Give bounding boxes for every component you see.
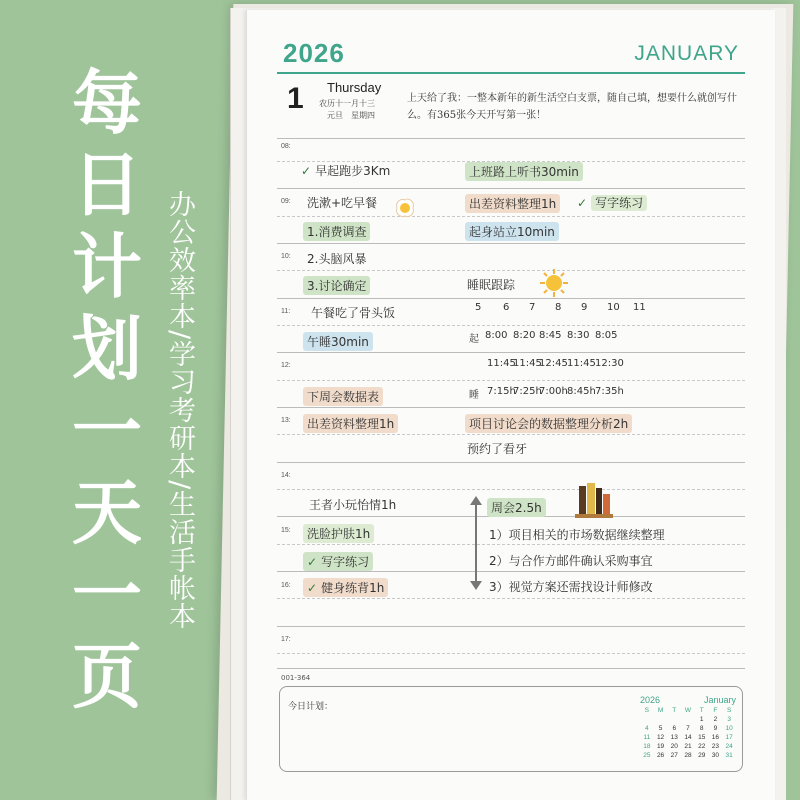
rule-line <box>277 489 745 490</box>
hour-label: 16: <box>281 582 291 589</box>
rise-time: 8:45 <box>539 330 562 341</box>
entry-left: 洗漱+吃早餐 <box>307 196 378 210</box>
calendar-day: 26 <box>656 752 665 759</box>
check-icon: ✓ <box>307 555 318 569</box>
cover-title-char: 每 <box>72 62 142 144</box>
entry-left: 3.讨论确定 <box>303 276 370 295</box>
bed-time: 12:30 <box>595 358 624 369</box>
calendar-day: 9 <box>713 725 718 732</box>
weekday: Thursday <box>327 80 382 95</box>
rule-line <box>277 270 745 271</box>
rise-time: 8:30 <box>567 330 590 341</box>
entry-left: ✓ 写字练习 <box>303 552 373 571</box>
daily-quote: 上天给了我：一整本新年的新生活空白支票，随自己填，想要什么就创写什么。有365张今天开写第一张！ <box>407 93 737 121</box>
planner-page <box>246 10 775 800</box>
entry-right: 起身站立10min <box>465 222 559 241</box>
calendar-day: 10 <box>725 725 733 732</box>
header-rule <box>277 72 745 74</box>
entry-left: 下周会数据表 <box>303 387 383 406</box>
entry-right: 睡眠跟踪 <box>467 278 516 292</box>
calendar-weekday: T <box>672 707 677 714</box>
cover-title-char: 一 <box>72 554 142 636</box>
entry-right: ✓ 写字练习 <box>577 194 647 211</box>
check-icon: ✓ <box>307 581 318 595</box>
entry-right: 周会2.5h <box>487 498 546 517</box>
calendar-day: 1 <box>699 716 704 723</box>
rule-line <box>277 243 745 244</box>
calendar-day: 30 <box>711 752 720 759</box>
entry-right: 3）视觉方案还需找设计师修改 <box>489 580 653 594</box>
planner-month: JANUARY <box>634 42 739 65</box>
today-plan-label: 今日计划： <box>288 702 334 712</box>
calendar-day <box>667 715 681 724</box>
calendar-day: 23 <box>711 743 720 750</box>
calendar-day: 25 <box>643 752 651 759</box>
rise-time: 8:05 <box>595 330 618 341</box>
calendar-day: 18 <box>643 743 651 750</box>
sleep-label: 睡 <box>469 390 479 401</box>
calendar-day: 5 <box>658 725 663 732</box>
calendar-day: 7 <box>686 725 690 732</box>
rule-line <box>277 434 745 435</box>
hour-label: 10: <box>281 253 291 260</box>
sleep-duration: 7:25h <box>513 386 542 397</box>
sleep-duration: 7:00h <box>539 386 568 397</box>
entry-left: 出差资料整理1h <box>303 414 398 433</box>
calendar-day: 24 <box>725 743 733 750</box>
calendar-day <box>640 715 654 724</box>
tracker-day: 6 <box>503 302 510 313</box>
calendar-weekday: T <box>699 707 704 714</box>
calendar-day: 16 <box>711 734 720 741</box>
double-arrow-icon <box>475 498 477 588</box>
entry-left: ✓ 健身练背1h <box>303 578 388 597</box>
calendar-day: 20 <box>670 743 678 750</box>
rule-line <box>277 407 745 408</box>
calendar-day: 3 <box>727 716 731 723</box>
cover-title-char: 一 <box>72 390 142 472</box>
page-number: 001-364 <box>281 674 311 682</box>
calendar-day: 11 <box>643 734 651 741</box>
entry-left: ✓ 早起跑步3Km <box>301 164 391 178</box>
calendar-day: 13 <box>670 734 678 741</box>
rule-line <box>277 138 745 139</box>
rise-time: 8:00 <box>485 330 508 341</box>
fried-egg-icon <box>393 196 417 220</box>
bed-time: 11:45 <box>487 358 516 369</box>
mini-calendar-year: 2026 <box>640 695 661 705</box>
rule-line <box>277 352 745 353</box>
calendar-weekday: S <box>644 707 650 714</box>
mini-calendar <box>640 695 736 760</box>
books-icon <box>573 480 615 520</box>
calendar-day: 28 <box>684 752 692 759</box>
day-number: 1 <box>287 82 304 115</box>
cover-title-char: 划 <box>72 308 142 390</box>
holiday-label: 元旦 星期四 <box>327 111 375 120</box>
tracker-day: 8 <box>555 302 562 313</box>
calendar-day <box>654 715 668 724</box>
cover-title-char: 天 <box>72 472 142 554</box>
rule-line <box>277 188 745 189</box>
calendar-day: 22 <box>698 743 706 750</box>
rise-label: 起 <box>469 334 479 345</box>
cover-subtitle: 办公效率本/学习考研本/生活手帐本 <box>164 190 195 631</box>
tracker-day: 7 <box>529 302 536 313</box>
entry-left: 1.消费调查 <box>303 222 370 241</box>
calendar-weekday: F <box>713 707 718 714</box>
hour-label: 14: <box>281 472 291 479</box>
calendar-day: 19 <box>656 743 665 750</box>
hour-label: 17: <box>281 636 291 643</box>
calendar-day: 4 <box>645 725 649 732</box>
today-plan-box <box>279 686 743 772</box>
sleep-duration: 7:35h <box>595 386 624 397</box>
rule-line <box>277 462 745 463</box>
planner-year: 2026 <box>283 38 345 68</box>
calendar-day: 15 <box>698 734 706 741</box>
rule-line <box>277 298 745 299</box>
rule-line <box>277 653 745 654</box>
tracker-day: 5 <box>475 302 482 313</box>
hour-label: 12: <box>281 362 291 369</box>
rise-time: 8:20 <box>513 330 536 341</box>
sleep-duration: 8:45h <box>567 386 596 397</box>
calendar-day: 29 <box>698 752 706 759</box>
entry-left: 午睡30min <box>303 332 373 351</box>
entry-left: 洗脸护肤1h <box>303 524 374 543</box>
mini-calendar-grid <box>640 706 736 760</box>
check-icon: ✓ <box>577 196 588 210</box>
calendar-day: 31 <box>725 752 733 759</box>
calendar-weekday: S <box>726 707 732 714</box>
cover-title <box>52 62 162 718</box>
calendar-day: 21 <box>684 743 692 750</box>
rule-line <box>277 544 745 545</box>
entry-right: 预约了看牙 <box>467 442 528 456</box>
calendar-day: 12 <box>656 734 665 741</box>
check-icon: ✓ <box>301 164 312 178</box>
entry-right: 2）与合作方邮件确认采购事宜 <box>489 554 653 568</box>
rule-line <box>277 668 745 669</box>
rule-line <box>277 598 745 599</box>
hour-label: 08: <box>281 143 291 150</box>
rule-line <box>277 325 745 326</box>
rule-line <box>277 571 745 572</box>
hour-label: 11: <box>281 308 291 315</box>
tracker-day: 9 <box>581 302 588 313</box>
calendar-weekday: M <box>657 707 664 714</box>
entry-left: 午餐吃了骨头饭 <box>311 306 396 320</box>
calendar-day: 14 <box>684 734 692 741</box>
cover-title-char: 日 <box>72 144 142 226</box>
rule-line <box>277 380 745 381</box>
calendar-day: 6 <box>672 725 677 732</box>
calendar-day: 17 <box>725 734 733 741</box>
hour-label: 09: <box>281 198 291 205</box>
sleep-duration: 7:15h <box>487 386 516 397</box>
tracker-day: 11 <box>633 302 646 313</box>
entry-right: 上班路上听书30min <box>465 162 583 181</box>
calendar-day: 8 <box>699 725 704 732</box>
calendar-day: 27 <box>670 752 678 759</box>
hour-label: 13: <box>281 417 291 424</box>
entry-left: 王者小玩怡情1h <box>309 498 397 512</box>
bed-time: 11:45 <box>567 358 596 369</box>
tracker-day: 10 <box>607 302 620 313</box>
calendar-weekday: W <box>684 707 692 714</box>
hour-label: 15: <box>281 527 291 534</box>
mini-calendar-month: January <box>703 695 736 705</box>
entry-right: 项目讨论会的数据整理分析2h <box>465 414 632 433</box>
rule-line <box>277 626 745 627</box>
cover-title-char: 计 <box>72 226 142 308</box>
lunar-date: 农历十一月十三 <box>319 99 375 108</box>
rule-line <box>277 216 745 217</box>
cover-title-char: 页 <box>72 636 142 718</box>
bed-time: 12:45 <box>539 358 568 369</box>
entry-right: 1）项目相关的市场数据继续整理 <box>489 528 665 542</box>
calendar-day <box>681 715 695 724</box>
entry-left: 2.头脑风暴 <box>307 252 367 266</box>
calendar-day: 2 <box>713 716 718 723</box>
entry-right: 出差资料整理1h <box>465 194 560 213</box>
sun-icon <box>539 268 569 298</box>
bed-time: 11:45 <box>513 358 542 369</box>
